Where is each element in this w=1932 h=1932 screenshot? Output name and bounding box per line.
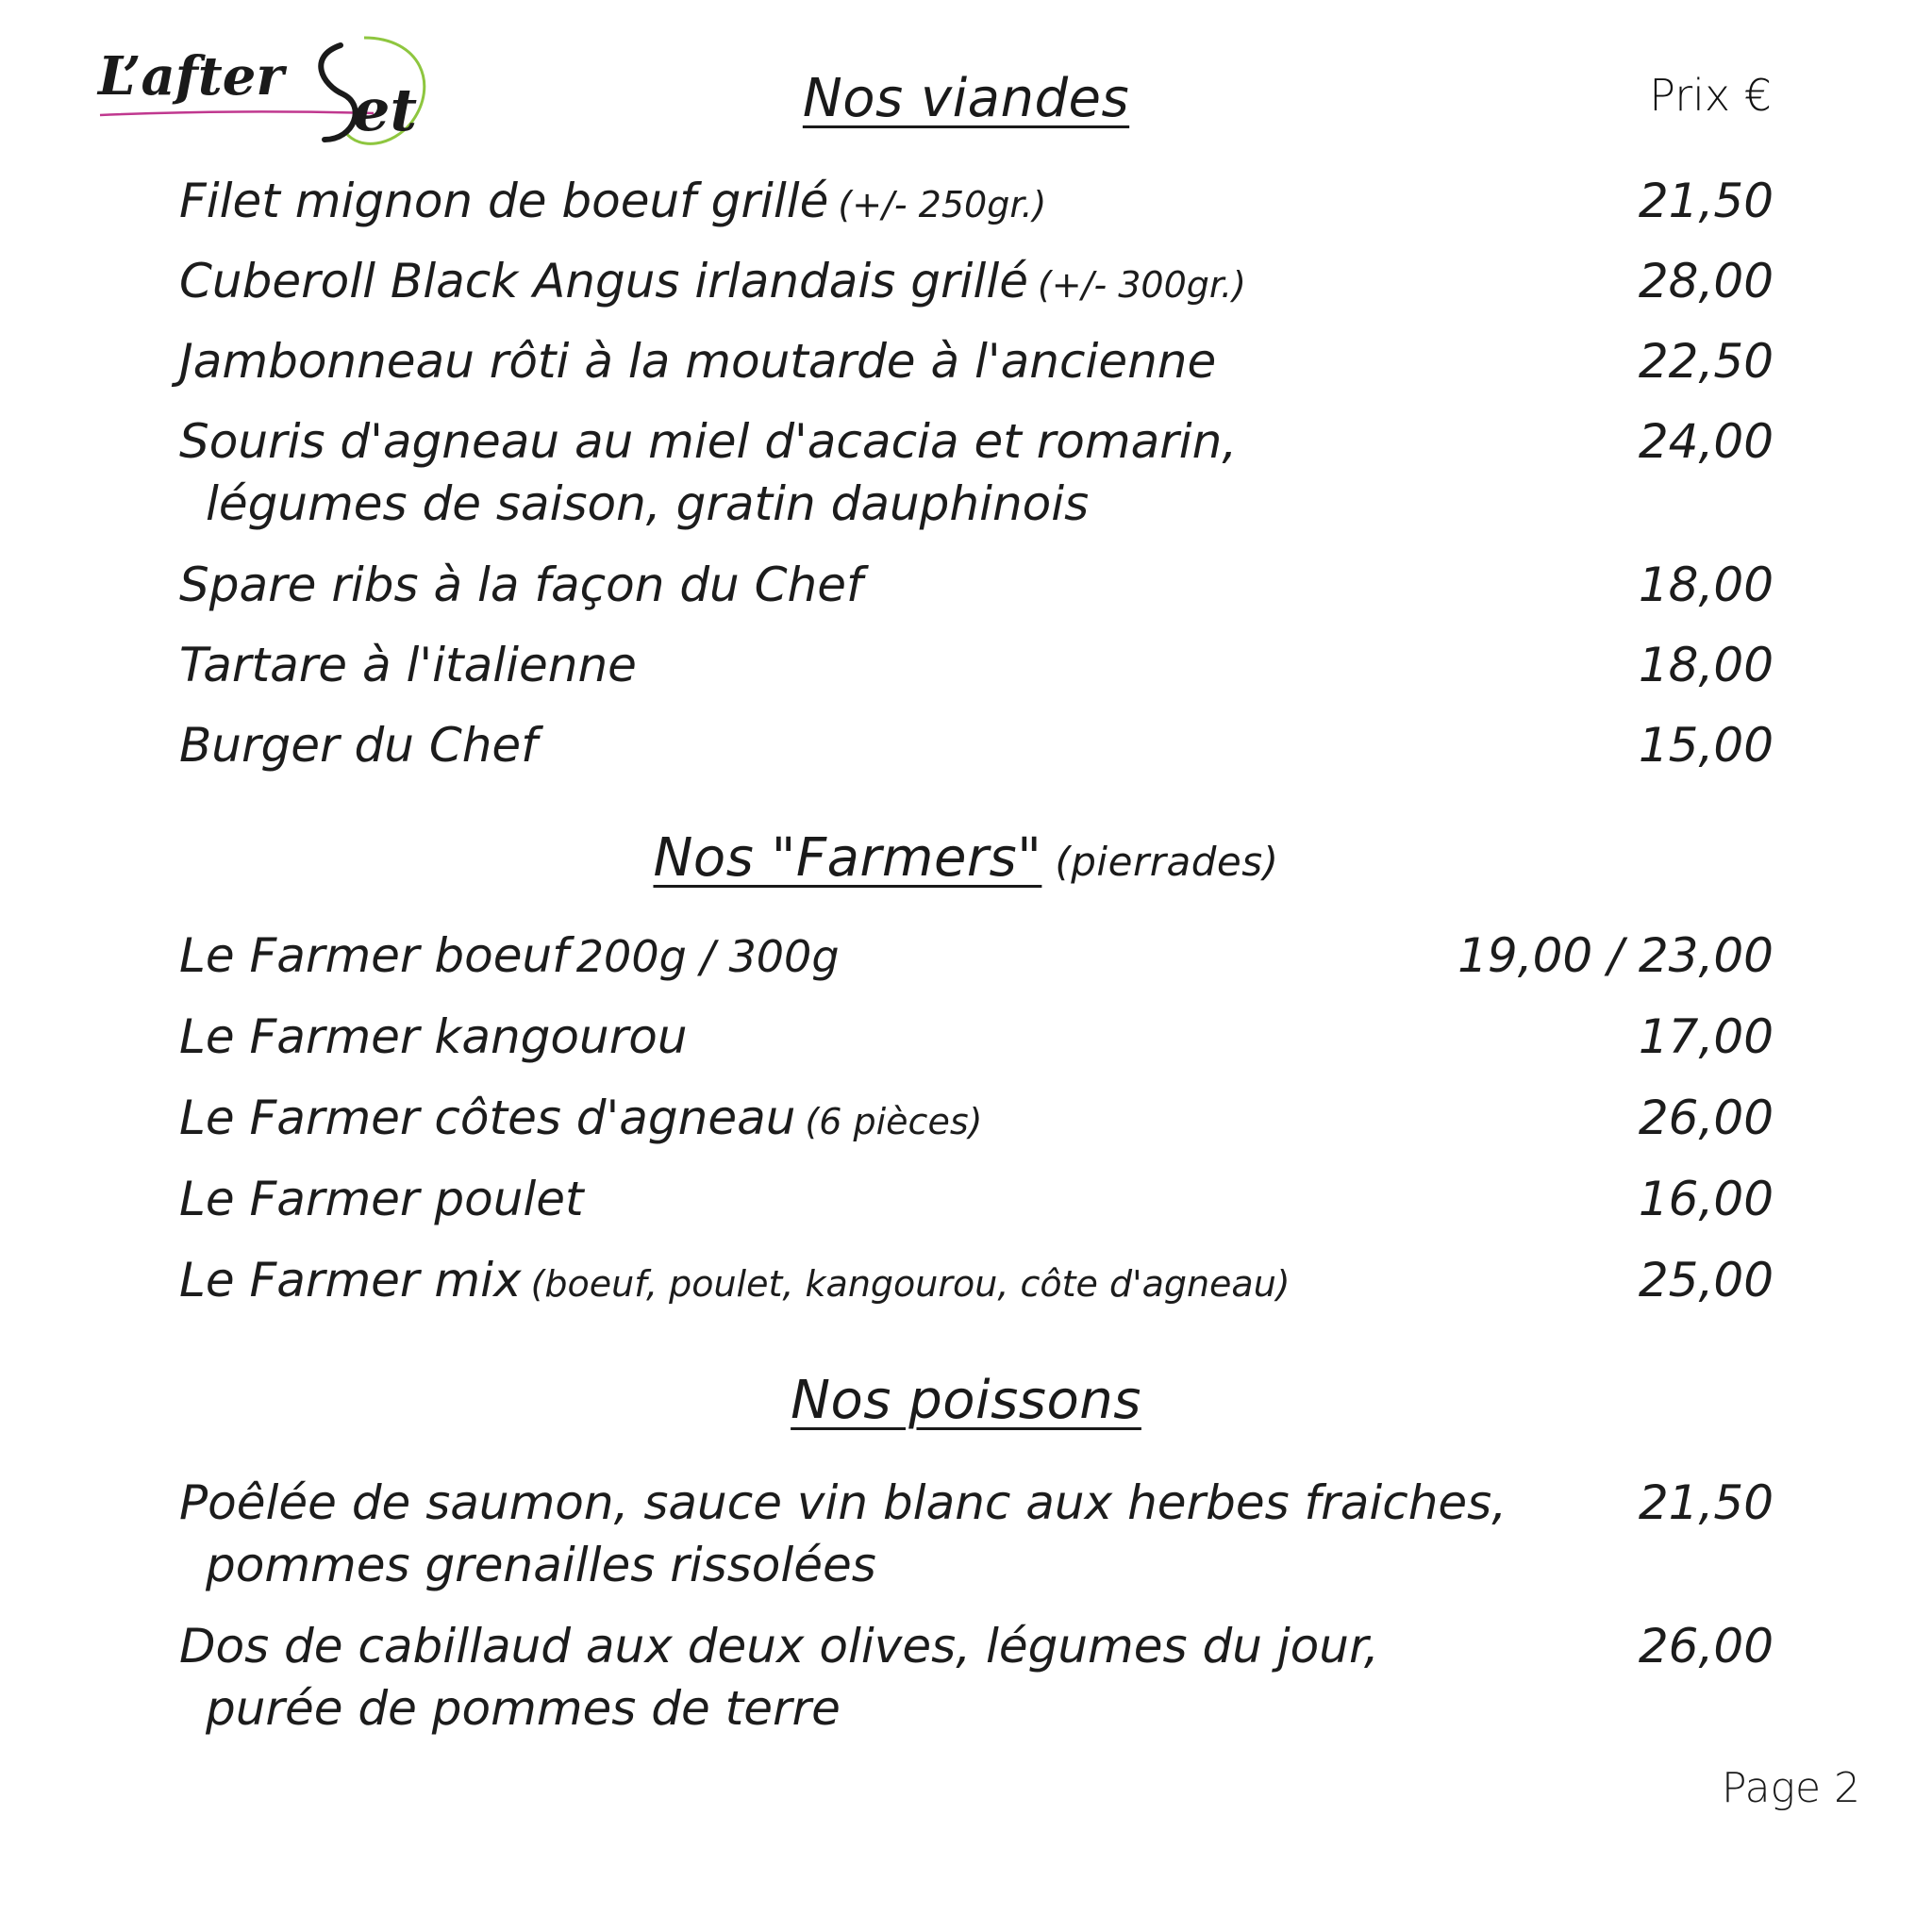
menu-item [179,410,1774,535]
section-title-farmers [0,827,1932,889]
page-number: Page 2 [1722,1764,1860,1812]
logo-text-after: L’after [98,45,284,108]
item-price: 18,00 [1638,638,1774,692]
menu-item [179,1615,1774,1740]
item-note: (+/- 300gr.) [1037,264,1246,306]
item-name: Burger du Chef [179,718,538,773]
menu-item [179,554,1774,616]
item-name: Souris d'agneau au miel d'acacia et romarin, [179,414,1238,469]
item-price: 21,50 [1638,1475,1774,1530]
item-name: Jambonneau rôti à la moutarde à l'ancienne [179,334,1217,389]
item-price: 18,00 [1638,558,1774,612]
item-weight-options: 200g / 300g [575,931,840,982]
item-price: 19,00 / 23,00 [1457,928,1774,983]
section-title-viandes [0,68,1932,129]
menu-item [179,170,1774,236]
item-price: 28,00 [1638,254,1774,308]
item-price: 22,50 [1638,334,1774,389]
item-price: 24,00 [1638,414,1774,469]
item-name: Le Farmer mix [179,1253,522,1307]
item-price: 21,50 [1638,174,1774,228]
item-note: (+/- 250gr.) [838,184,1047,225]
section-subtitle: (pierrades) [1055,839,1279,885]
item-price: 15,00 [1638,718,1774,773]
item-description-line: purée de pommes de terre [206,1681,841,1736]
section-title-poissons [0,1370,1932,1431]
menu-item [179,634,1774,696]
item-description-line: légumes de saison, gratin dauphinois [206,476,1090,531]
menu-item [179,1249,1774,1315]
menu-item [179,714,1774,776]
menu-item [179,1006,1774,1068]
menu-item [179,250,1774,316]
item-name: Le Farmer boeuf [179,928,569,983]
item-name: Le Farmer poulet [179,1172,584,1226]
item-price: 17,00 [1638,1009,1774,1064]
menu-item [179,1087,1774,1153]
item-name: Filet mignon de boeuf grillé [179,174,829,228]
price-column-header: Prix € [1649,70,1772,121]
item-price: 25,00 [1638,1253,1774,1307]
item-name: Tartare à l'italienne [179,638,637,692]
menu-item [179,330,1774,392]
item-name: Cuberoll Black Angus irlandais grillé [179,254,1028,308]
item-price: 26,00 [1638,1619,1774,1674]
section-title-text: Nos viandes [802,68,1130,129]
section-title-text: Nos poissons [791,1370,1141,1431]
logo-text-et: et [353,75,418,144]
item-note: (6 pièces) [805,1101,983,1142]
menu-item [179,1168,1774,1230]
item-note: (boeuf, poulet, kangourou, côte d'agneau) [530,1263,1291,1305]
section-title-text: Nos "Farmers" [653,827,1042,889]
menu-item [179,1472,1774,1596]
item-description-line: pommes grenailles rissolées [206,1538,876,1592]
item-name: Spare ribs à la façon du Chef [179,558,863,612]
menu-item [179,924,1774,988]
item-name: Le Farmer kangourou [179,1009,688,1064]
item-name: Poêlée de saumon, sauce vin blanc aux herbes fraiches, [179,1475,1507,1530]
item-price: 16,00 [1638,1172,1774,1226]
item-name: Le Farmer côtes d'agneau [179,1091,796,1145]
item-name: Dos de cabillaud aux deux olives, légumes du jour, [179,1619,1379,1674]
item-price: 26,00 [1638,1091,1774,1145]
